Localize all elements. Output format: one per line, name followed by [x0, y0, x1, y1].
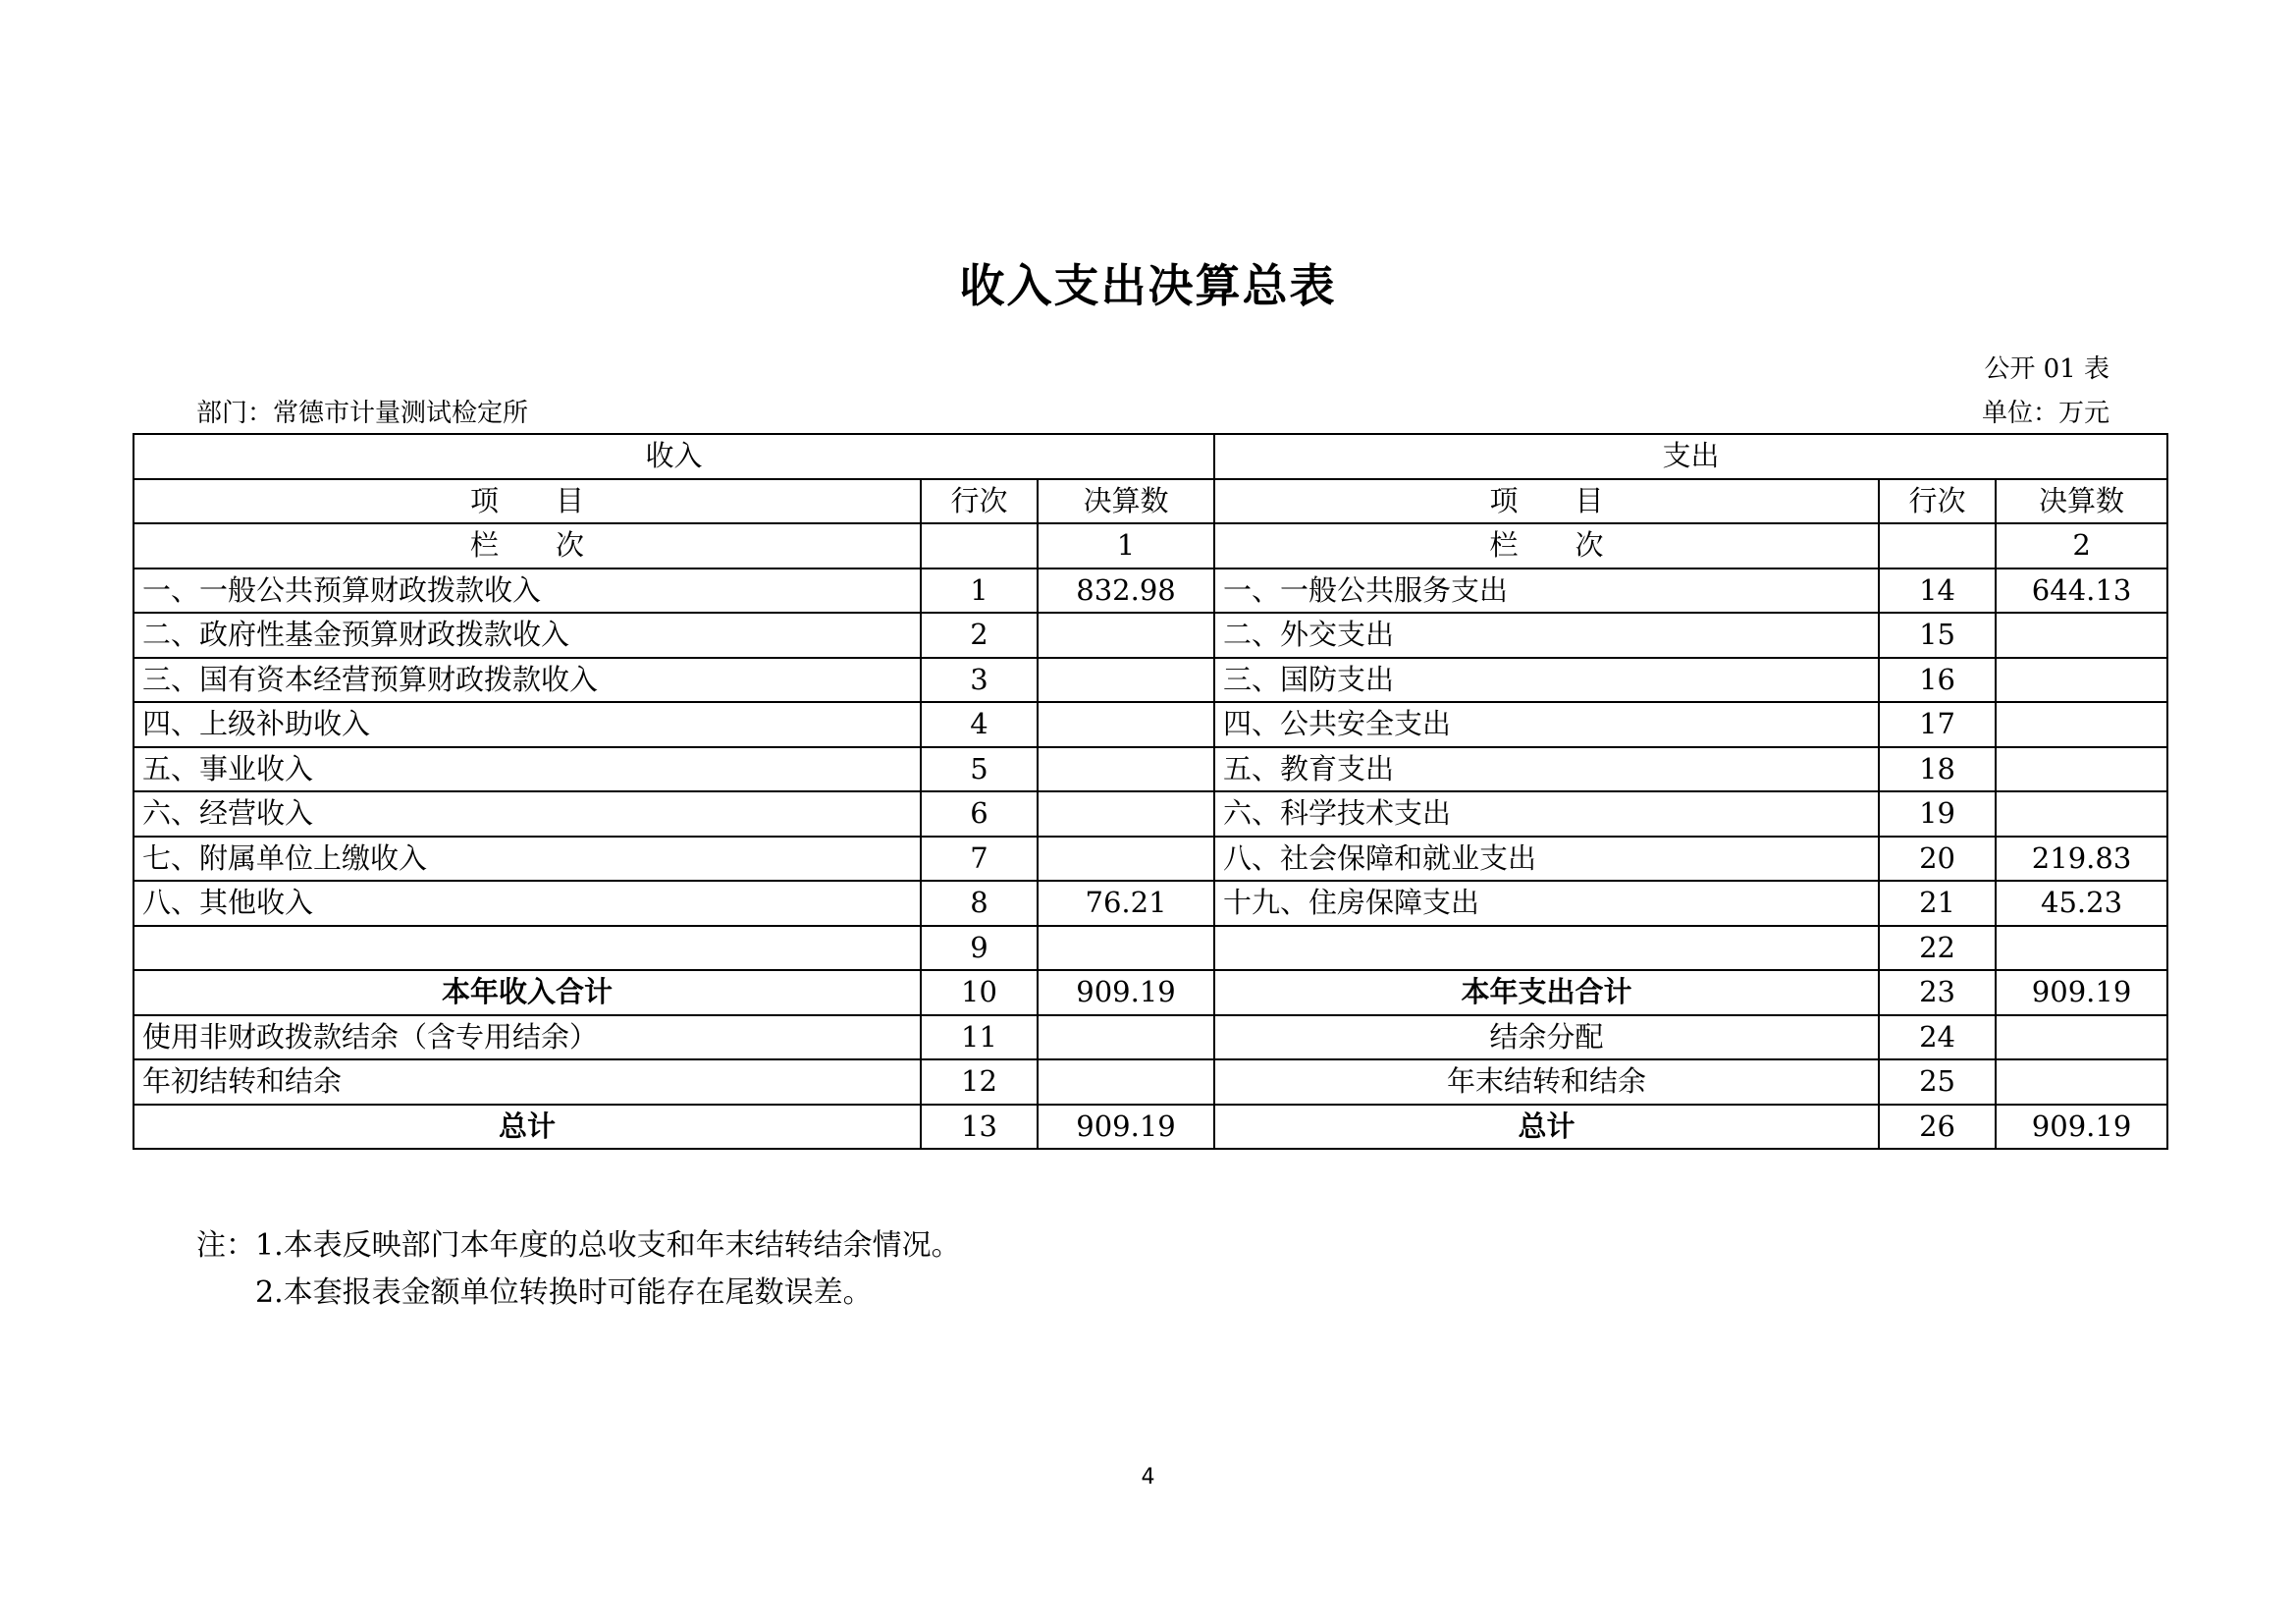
- expense-row-no: 22: [1879, 926, 1996, 971]
- expense-row-no: 18: [1879, 747, 1996, 792]
- unit-label: 单位：万元: [1981, 399, 2109, 428]
- expense-amount: 219.83: [1996, 837, 2167, 882]
- expense-amount: [1996, 613, 2167, 658]
- expense-item: 十九、住房保障支出: [1214, 881, 1879, 926]
- income-amount: [1038, 702, 1214, 747]
- page-number: 4: [1141, 1465, 1155, 1489]
- expense-row-no: 23: [1879, 970, 1996, 1015]
- income-row-no: 3: [921, 658, 1038, 703]
- income-row-no: 12: [921, 1059, 1038, 1105]
- expense-item: 六、科学技术支出: [1214, 791, 1879, 837]
- income-amount: [1038, 1015, 1214, 1060]
- department-label: 部门：常德市计量测试检定所: [196, 399, 529, 428]
- expense-amount: [1996, 702, 2167, 747]
- extra-row: [133, 1059, 2167, 1105]
- income-amount: [1038, 613, 1214, 658]
- expense-item-header: 项 目: [1214, 479, 1879, 524]
- expense-amount: 909.19: [1996, 1105, 2167, 1150]
- income-item: [133, 926, 921, 971]
- expense-amount: [1996, 747, 2167, 792]
- section-header-row: [133, 434, 2167, 479]
- income-row-no: 1: [921, 568, 1038, 614]
- table-row: [133, 658, 2167, 703]
- table-row: [133, 613, 2167, 658]
- income-amount: [1038, 837, 1214, 882]
- income-row-no: 8: [921, 881, 1038, 926]
- table-row: [133, 702, 2167, 747]
- expense-amount: [1996, 1015, 2167, 1060]
- income-amount: [1038, 1059, 1214, 1105]
- expense-row-header: 行次: [1879, 479, 1996, 524]
- expense-row-no: 14: [1879, 568, 1996, 614]
- expense-amount: [1996, 1059, 2167, 1105]
- expense-item: [1214, 926, 1879, 971]
- income-amount: 909.19: [1038, 1105, 1214, 1150]
- expense-row-no: 16: [1879, 658, 1996, 703]
- income-row-no: 9: [921, 926, 1038, 971]
- total-row: [133, 1105, 2167, 1150]
- income-item: 六、经营收入: [133, 791, 921, 837]
- expense-row-no: 19: [1879, 791, 1996, 837]
- table-row: [133, 881, 2167, 926]
- expense-row-no: 24: [1879, 1015, 1996, 1060]
- income-item: 五、事业收入: [133, 747, 921, 792]
- income-item: 四、上级补助收入: [133, 702, 921, 747]
- income-amount: [1038, 926, 1214, 971]
- table-row: [133, 791, 2167, 837]
- income-item: 一、一般公共预算财政拨款收入: [133, 568, 921, 614]
- table-row: [133, 837, 2167, 882]
- expense-item: 三、国防支出: [1214, 658, 1879, 703]
- income-amount: 909.19: [1038, 970, 1214, 1015]
- expense-amount-header: 决算数: [1996, 479, 2167, 524]
- income-row-header: 行次: [921, 479, 1038, 524]
- income-row-no: 4: [921, 702, 1038, 747]
- income-index-label: 栏 次: [133, 523, 921, 568]
- income-row-no: 10: [921, 970, 1038, 1015]
- expense-row-no: 15: [1879, 613, 1996, 658]
- expense-amount: 45.23: [1996, 881, 2167, 926]
- income-item: 本年收入合计: [133, 970, 921, 1015]
- income-amount-header: 决算数: [1038, 479, 1214, 524]
- income-item: 总计: [133, 1105, 921, 1150]
- expense-item: 五、教育支出: [1214, 747, 1879, 792]
- expense-amount: [1996, 658, 2167, 703]
- column-index-row: [133, 523, 2167, 568]
- income-item: 二、政府性基金预算财政拨款收入: [133, 613, 921, 658]
- income-row-no: 13: [921, 1105, 1038, 1150]
- expense-row-no: 26: [1879, 1105, 1996, 1150]
- table-row: [133, 926, 2167, 971]
- expense-index-label: 栏 次: [1214, 523, 1879, 568]
- income-item: 使用非财政拨款结余（含专用结余）: [133, 1015, 921, 1060]
- subtotal-row: [133, 970, 2167, 1015]
- expense-header: 支出: [1214, 434, 2167, 479]
- income-header: 收入: [133, 434, 1214, 479]
- income-item: 年初结转和结余: [133, 1059, 921, 1105]
- income-row-no: 2: [921, 613, 1038, 658]
- expense-item: 四、公共安全支出: [1214, 702, 1879, 747]
- expense-item: 二、外交支出: [1214, 613, 1879, 658]
- table-row: [133, 568, 2167, 614]
- expense-item: 一、一般公共服务支出: [1214, 568, 1879, 614]
- income-item: 七、附属单位上缴收入: [133, 837, 921, 882]
- expense-item: 八、社会保障和就业支出: [1214, 837, 1879, 882]
- notes: [196, 1222, 961, 1317]
- income-row-no: 11: [921, 1015, 1038, 1060]
- table-row: [133, 747, 2167, 792]
- expense-index-row-cell: [1879, 523, 1996, 568]
- page-title: 收入支出决算总表: [959, 259, 1337, 312]
- expense-row-no: 17: [1879, 702, 1996, 747]
- income-item: 八、其他收入: [133, 881, 921, 926]
- income-amount: [1038, 791, 1214, 837]
- expense-col-index: 2: [1996, 523, 2167, 568]
- expense-item: 本年支出合计: [1214, 970, 1879, 1015]
- expense-row-no: 20: [1879, 837, 1996, 882]
- income-expense-table: [133, 433, 2168, 1150]
- note-line-1: 注：1.本表反映部门本年度的总收支和年末结转结余情况。: [196, 1228, 961, 1263]
- income-index-row-cell: [921, 523, 1038, 568]
- income-row-no: 6: [921, 791, 1038, 837]
- expense-row-no: 25: [1879, 1059, 1996, 1105]
- income-amount: [1038, 658, 1214, 703]
- expense-amount: [1996, 926, 2167, 971]
- income-item-header: 项 目: [133, 479, 921, 524]
- extra-row: [133, 1015, 2167, 1060]
- form-number: 公开 01 表: [1984, 354, 2109, 384]
- income-col-index: 1: [1038, 523, 1214, 568]
- expense-item: 结余分配: [1214, 1015, 1879, 1060]
- expense-amount: [1996, 791, 2167, 837]
- column-header-row: [133, 479, 2167, 524]
- expense-amount: 909.19: [1996, 970, 2167, 1015]
- note-line-2: 2.本套报表金额单位转换时可能存在尾数误差。: [255, 1275, 873, 1310]
- income-row-no: 5: [921, 747, 1038, 792]
- expense-amount: 644.13: [1996, 568, 2167, 614]
- income-amount: 832.98: [1038, 568, 1214, 614]
- income-row-no: 7: [921, 837, 1038, 882]
- income-item: 三、国有资本经营预算财政拨款收入: [133, 658, 921, 703]
- expense-item: 总计: [1214, 1105, 1879, 1150]
- expense-item: 年末结转和结余: [1214, 1059, 1879, 1105]
- income-amount: [1038, 747, 1214, 792]
- expense-row-no: 21: [1879, 881, 1996, 926]
- income-amount: 76.21: [1038, 881, 1214, 926]
